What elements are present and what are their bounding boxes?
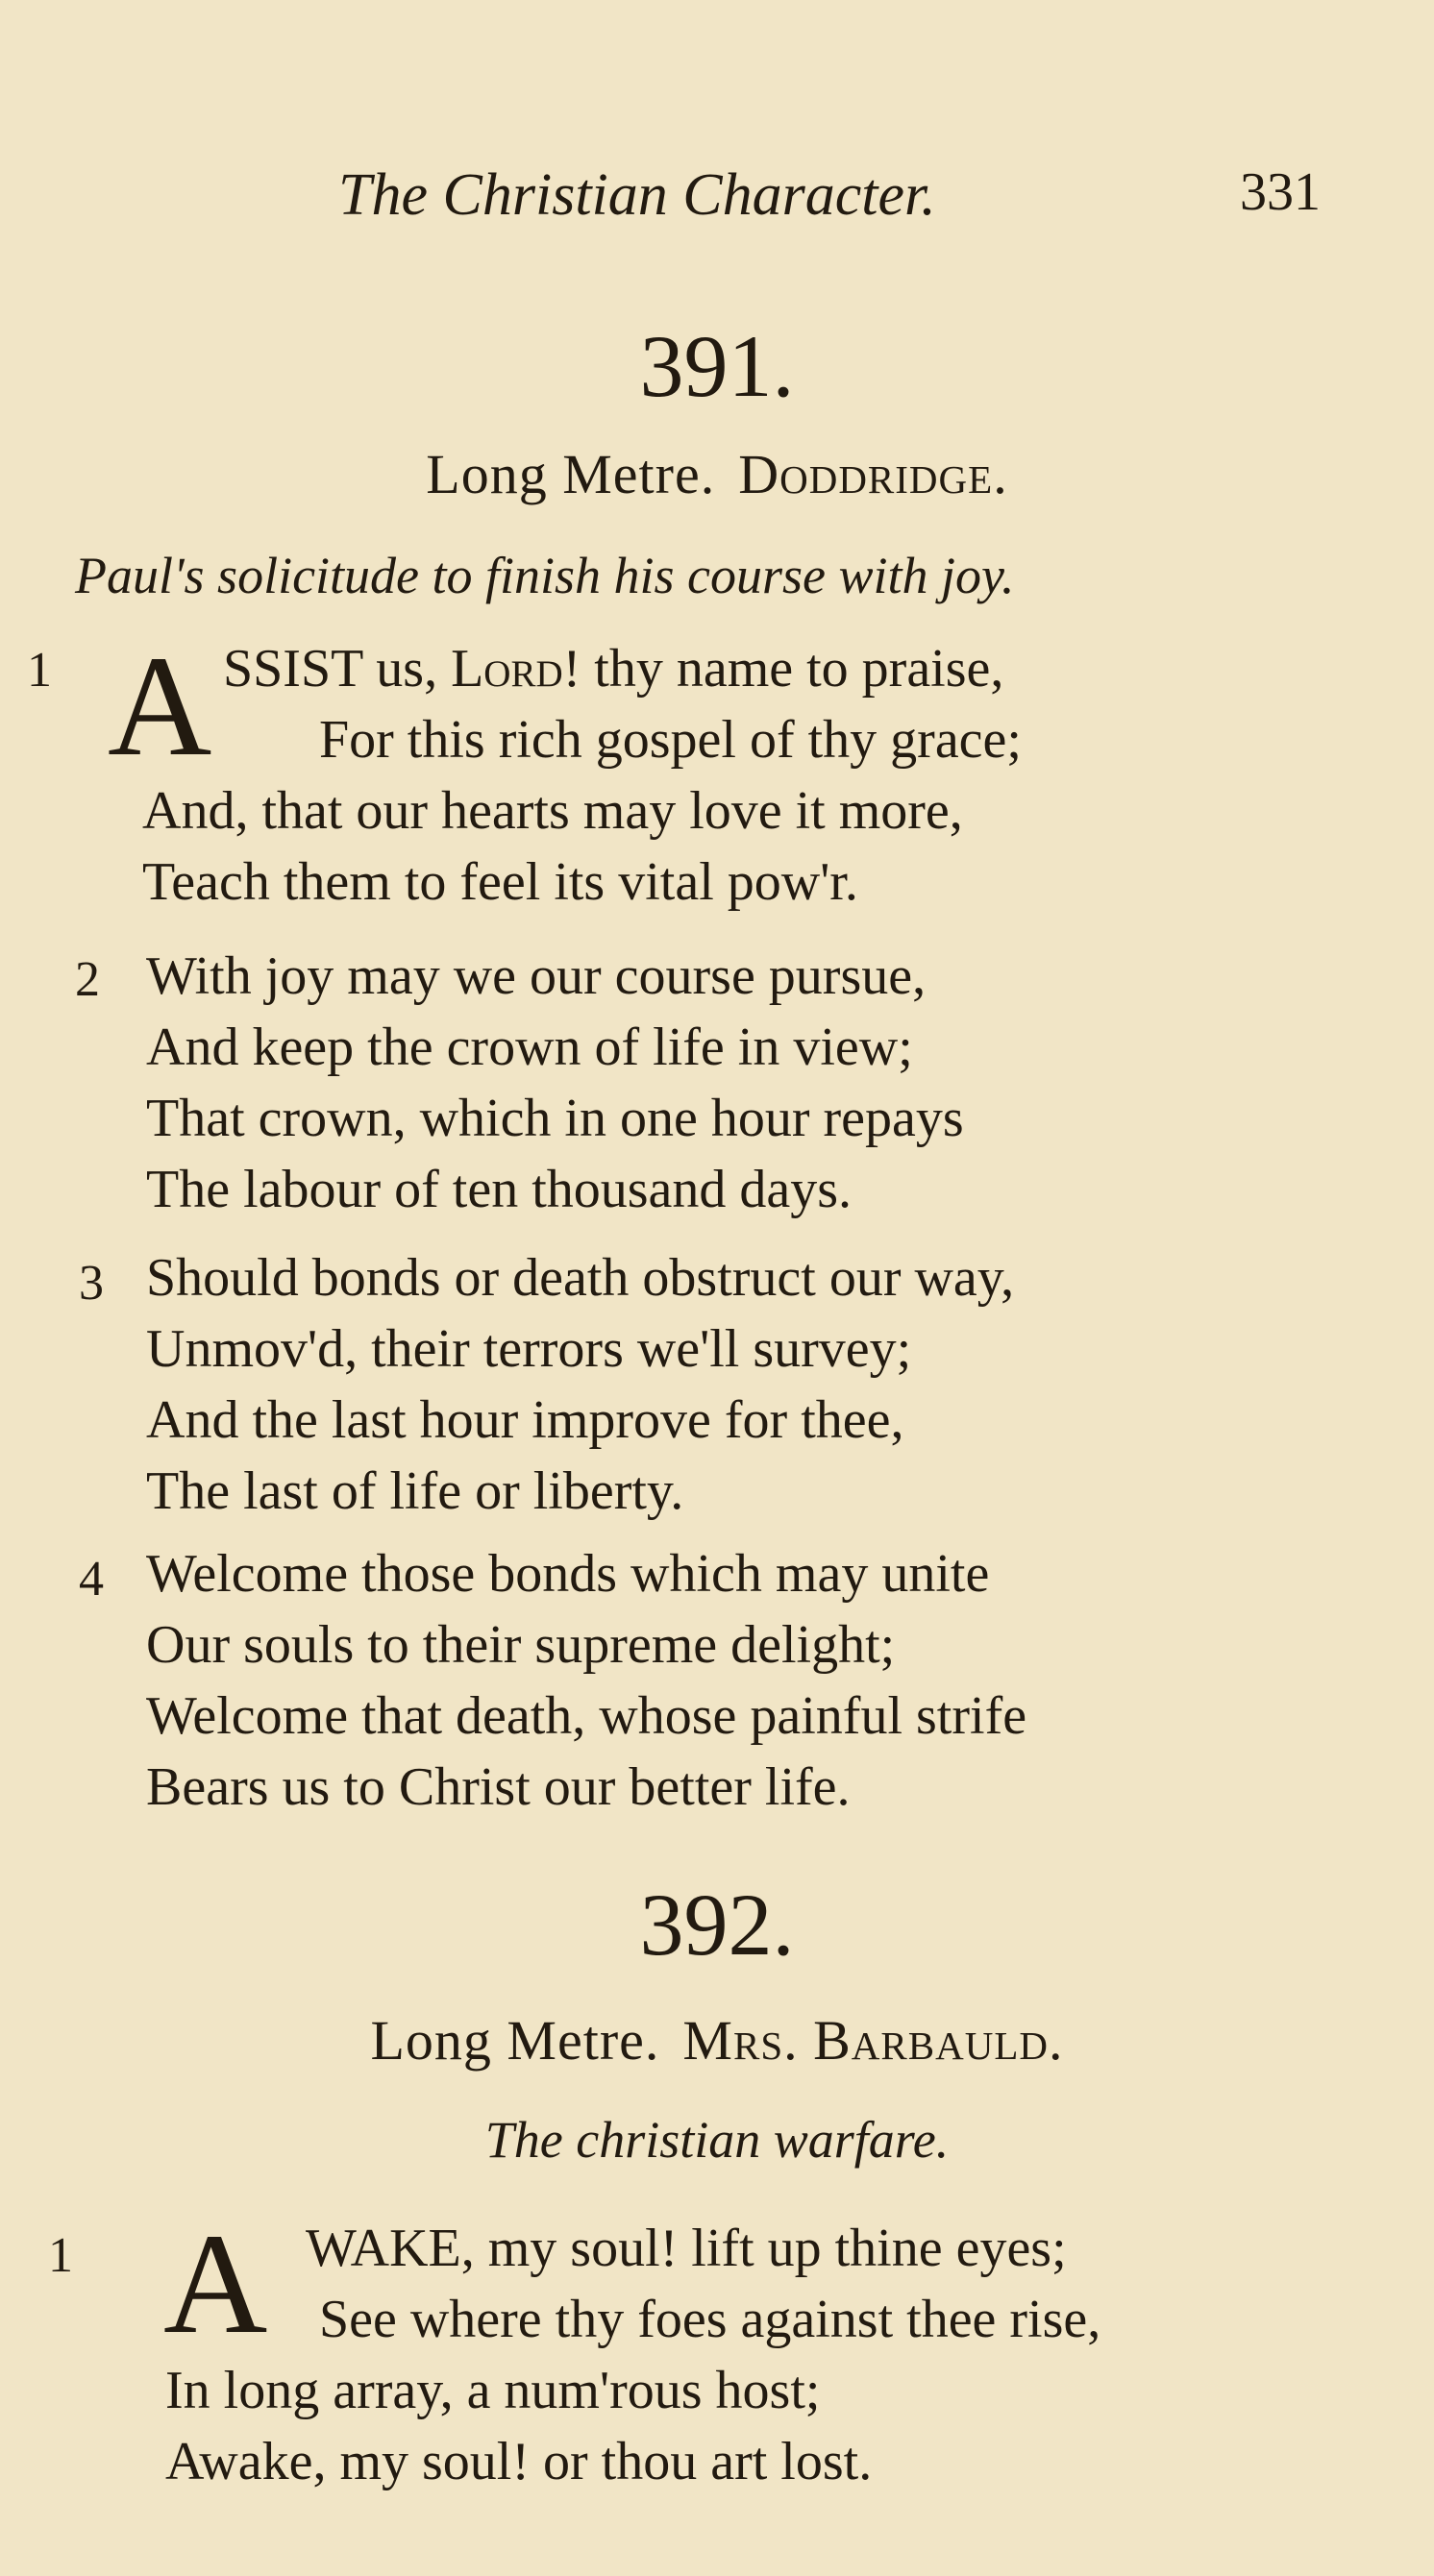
verse-line: With joy may we our course pursue,	[146, 946, 927, 1006]
verse-line: Our souls to their supreme delight;	[146, 1615, 896, 1675]
verse-line: Bears us to Christ our better life.	[146, 1757, 851, 1817]
verse-number: 1	[48, 2228, 73, 2283]
verse-line: And, that our hearts may love it more,	[142, 781, 963, 841]
verse-line: And the last hour improve for thee,	[146, 1390, 904, 1450]
verse-line: Welcome that death, whose painful strife	[146, 1686, 1027, 1746]
page-number: 331	[1240, 162, 1321, 222]
metre-label: Long Metre.	[370, 2009, 660, 2072]
verse-number: 2	[75, 952, 100, 1007]
running-title: The Christian Character.	[338, 162, 936, 228]
verse-line: That crown, which in one hour repays	[146, 1089, 964, 1148]
verse-line: Welcome those bonds which may unite	[146, 1544, 990, 1604]
verse-line: For this rich gospel of thy grace;	[319, 710, 1022, 770]
metre-label: Long Metre.	[426, 443, 716, 505]
verse-line: SSIST us, Lord! thy name to praise,	[223, 639, 1004, 699]
verse-line: Awake, my soul! or thou art lost.	[165, 2432, 873, 2491]
hymn-number: 391.	[639, 317, 795, 415]
hymn-subject: The christian warfare.	[484, 2111, 950, 2169]
hymn-metre	[0, 442, 1434, 506]
verse-number: 3	[79, 1256, 104, 1311]
verse-line: Teach them to feel its vital pow'r.	[142, 852, 858, 912]
verse-number: 1	[27, 643, 52, 698]
hymn-number: 392.	[639, 1876, 795, 1974]
verse-line: The labour of ten thousand days.	[146, 1160, 853, 1219]
drop-cap: A	[163, 2204, 268, 2364]
verse-number: 4	[79, 1552, 104, 1607]
lord-small-caps: Lord	[451, 639, 563, 699]
verse-line: And keep the crown of life in view;	[146, 1018, 913, 1077]
verse-line: Should bonds or death obstruct our way,	[146, 1248, 1015, 1308]
verse-line: In long array, a num'rous host;	[165, 2361, 821, 2420]
hymn-author: Mrs. Barbauld.	[682, 2009, 1064, 2072]
drop-cap: A	[108, 626, 212, 786]
verse-line: The last of life or liberty.	[146, 1461, 684, 1521]
hymn-author: Doddridge.	[738, 443, 1008, 505]
verse-line: WAKE, my soul! lift up thine eyes;	[306, 2219, 1067, 2278]
verse-line: See where thy foes against thee rise,	[319, 2290, 1101, 2349]
hymn-subject: Paul's solicitude to finish his course with joy.	[75, 547, 1015, 604]
hymn-metre	[0, 2008, 1434, 2073]
verse-line: Unmov'd, their terrors we'll survey;	[146, 1319, 912, 1379]
